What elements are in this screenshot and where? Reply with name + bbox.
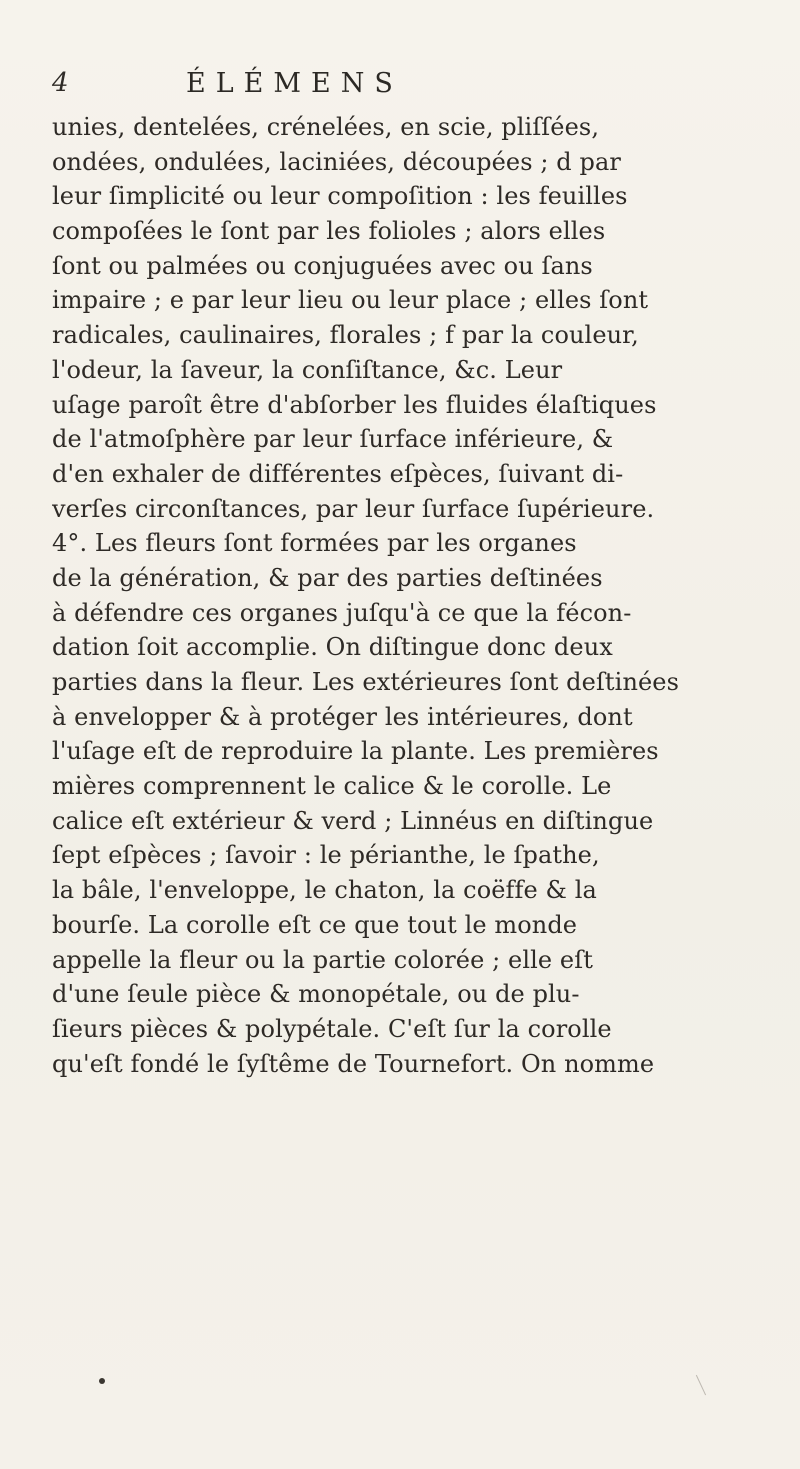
text-line: d'en exhaler de différentes eſpèces, ſuivant di- — [52, 459, 624, 488]
text-line: appelle la fleur ou la partie colorée ; elle eſt — [52, 945, 593, 974]
page-number: 4 — [52, 68, 69, 98]
text-line: à défendre ces organes juſqu'à ce que la fécon- — [52, 598, 632, 627]
text-line: 4°. Les fleurs ſont formées par les organes — [52, 529, 577, 558]
page-header — [52, 68, 752, 108]
text-line: impaire ; e par leur lieu ou leur place ; elles ſont — [52, 286, 649, 315]
text-line: leur ſimplicité ou leur compoſition : les feuilles — [52, 182, 628, 211]
text-line: ondées, ondulées, laciniées, découpées ; d par — [52, 147, 621, 176]
text-line: de la génération, & par des parties deſtinées — [52, 563, 603, 592]
text-line: ſieurs pièces & polypétale. C'eſt ſur la corolle — [52, 1014, 612, 1043]
body-text — [52, 110, 772, 1081]
text-line: dation ſoit accomplie. On diſtingue donc deux — [52, 633, 613, 662]
text-line: l'odeur, la ſaveur, la conſiſtance, &c. Leur — [52, 355, 563, 384]
text-line: d'une ſeule pièce & monopétale, ou de plu- — [52, 980, 580, 1009]
text-line: qu'eſt fondé le ſyſtême de Tournefort. On nomme — [52, 1049, 655, 1078]
running-head: ÉLÉMENS — [186, 68, 403, 99]
text-line: calice eſt extérieur & verd ; Linnéus en diſtingue — [52, 806, 654, 835]
text-line: bourſe. La corolle eſt ce que tout le monde — [52, 910, 578, 939]
text-line: mières comprennent le calice & le corolle. Le — [52, 772, 612, 801]
text-line: parties dans la fleur. Les extérieures ſont deſtinées — [52, 668, 680, 696]
text-line: uſage paroît être d'abſorber les fluides élaſtiques — [52, 390, 657, 419]
text-line: compoſées le ſont par les folioles ; alors elles — [52, 217, 606, 246]
text-line: unies, dentelées, crénelées, en scie, pliſſées, — [52, 113, 600, 141]
text-line: radicales, caulinaires, florales ; f par la couleur, — [52, 321, 639, 350]
text-line: verſes circonſtances, par leur ſurface ſupérieure. — [52, 494, 655, 523]
text-line: la bâle, l'enveloppe, le chaton, la coëffe & la — [52, 876, 597, 905]
text-line: de l'atmoſphère par leur ſurface inférieure, & — [52, 425, 614, 454]
text-line: ſont ou palmées ou conjuguées avec ou ſans — [52, 251, 593, 280]
text-line: l'uſage eſt de reproduire la plante. Les premières — [52, 737, 659, 766]
paper-mark — [696, 1371, 715, 1396]
text-line: ſept eſpèces ; ſavoir : le périanthe, le ſpathe, — [52, 841, 600, 870]
ink-speck — [99, 1378, 105, 1384]
text-line: à envelopper & à protéger les intérieures, dont — [52, 702, 633, 731]
